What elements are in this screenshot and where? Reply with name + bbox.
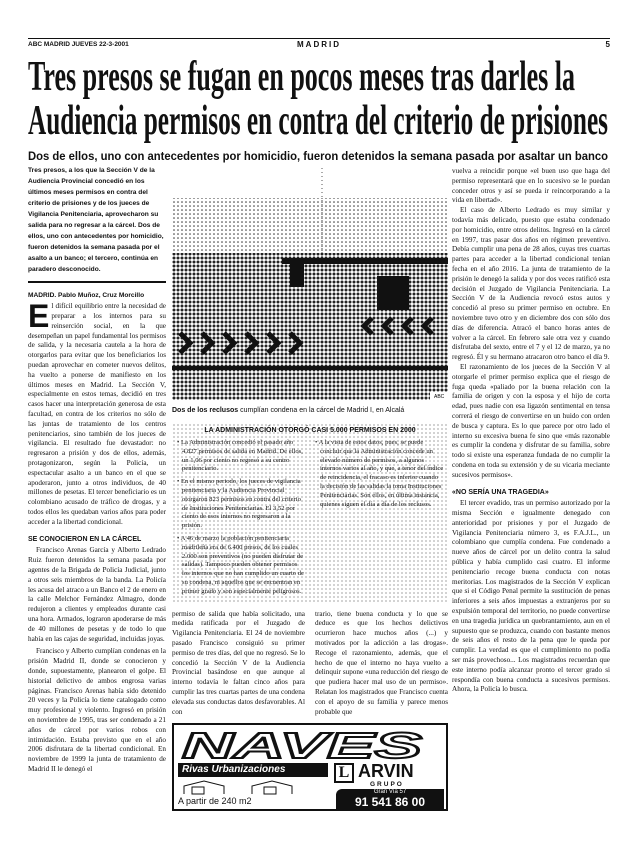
sidebar-box [172, 423, 448, 604]
ad-contact [336, 789, 444, 809]
middle-columns [172, 610, 448, 718]
ad-address: Gran Vía 57 [373, 789, 407, 796]
subheadline [28, 148, 610, 163]
ad-brand: NAVES [182, 725, 422, 764]
paragraph: permiso de salida que había solicitado, una medida ratificada por el Juzgado de Vigilancia Penitenciaria. El 24 de noviembre pasado Francisco consiguió su primer permiso de tres días, del que no regresó. Se lo concedió la Sección V de la Audiencia Provincial basándose en que aunque al interno todavía le faltan cinco años para cumplir las tres cuartas partes de una condena elevada sus conductas datos desfavorables. Al con [172, 609, 305, 716]
ad-tagline: Rivas Urbanizaciones [178, 763, 328, 777]
center-block [172, 168, 448, 811]
photo-caption [172, 406, 448, 415]
box-item: • A 46 de marzo la población penitenciaria madrileña era de 6.400 presos, de los cuales 2.000 son preventivos (no pueden disfrutar de salidas). Tampoco pueden obtener permisos los internos que no han cumplido un cuarto de su condena, ni aquellos que se encuentran en primer grado y son especialmente peligrosos. [177, 534, 304, 595]
drop-cap: E [28, 298, 50, 335]
divider [28, 281, 166, 283]
section-name: MADRID [297, 40, 341, 49]
paragraph: vuelva a reincidir porque «el buen uso que haga del permiso representará que en lo sucesivo se le puedan conceder otros y así se pueda ir reincorporando a la vida en libertad». [452, 167, 610, 205]
paragraph: Francisco Arenas García y Alberto Ledrado Ruiz fueron detenidos la semana pasada por agentes de la Brigada de Policía Judicial, junto a otros seis miembros de la banda. La Policía les acusa del atraco a un Banco el 2 de enero en la calle Melchor Fernández Almagro, donde redujeron a clientes y empleados durante casi una hora. Armados, lograron apoderarse de más de 40 millones de pesetas y de todo lo que había en las cajas de seguridad, incluidas joyas. [28, 546, 166, 643]
paragraph: El tercer evadido, tras un permiso autorizado por la misma Sección e igualmente denegado con anterioridad por prisiones y por el Juzgado de Vigilancia Penitenciaria número 3, es F.A.J.L., un colombiano que cumplía condena. Fue condenado a nueve años de cárcel por un delito contra la salud pública y había cumplido casi cuatro. El informe penitenciario recoge buena conducta con notas meritorias. Los magistrados de la Sección V explican que si el Código Penal permite la sustitución de penas inferiores a seis años impuestas a extranjeros por su expulsión temporal del territorio, no puede convertirse en una tragedia jurídica un quebrantamiento, aun en el supuesto que se produzca, cuando con bastante menos de seis años el resto de la pena que le queda por cumplir. La verdad es que el cumplimiento no podía ser más provechoso... Los magistrados recuerdan que este interno podía alcanzar pronto el tercer grado si respondía con buena conducta a sucesivos permisos. Ahora, la Policía lo busca. [452, 499, 610, 694]
box-item: • En el mismo periodo, los jueces de vigilancia penitenciaria y la Audiencia Provincial otorgaron 823 permisos en contra del criterio de Instituciones Penitenciarias. El 3,52 por ciento de esos internos no regresaron a la prisión. [177, 478, 301, 530]
ad-phone: 91 541 86 00 [354, 795, 426, 810]
ad-group: GRUPO [370, 781, 404, 789]
paragraph: El razonamiento de los jueces de la Sección V al otorgarle el primer permiso explica que el riesgo de fuga queda «paliado por la buena relación con la familia de origen y con la esposa y el hijo de corta edad, pues nadie con esa ligazón sentimental en tensa correrá el riesgo de convertirse en un huido con orden de busca y captura. Es lo que parece por otro lado el interno su excesiva buena fe sino que «más razonable es cumplir la condena y disfrutar de su familia, sobre todo si existe una esperanza fundada de no cumplir la condena en toda su extensión y de su vicaria meciante sucesivos permisos». [452, 362, 610, 479]
section-subhead: SE CONOCIERON EN LA CÁRCEL [28, 535, 142, 543]
arvin-logo-icon: L [334, 763, 354, 783]
article-column-4 [452, 167, 610, 695]
prison-photo-image [172, 168, 448, 400]
page-number: 5 [605, 40, 610, 49]
photo-prison [172, 168, 448, 400]
lede: Tres presos, a los que la Sección V de la Audiencia Provincial concedió en los últimos meses permisos en contra del criterio de prisiones y de los jueces de Vigilancia Penitenciaria, aprovecharon su salida para no regresar a la cárcel. Dos de ellos, uno con antecedentes por homicidio, fueron detenidos la semana pasada por el asalto a un banco; el tercero, continúa en paradero desconocido. [28, 167, 164, 273]
article-column-3 [315, 610, 448, 718]
paragraph: Francisco y Alberto cumplían condenas en la prisión Madrid II, donde se conocieron y donde, supuestamente, planearon el golpe. El historial delictivo de ambos engrosa varias páginas. Francisco Arenas había sido detenido 20 veces y la Policía lo tiene catalogado como muy profesional y violento. Ingresó en prisión en noviembre de 1995, tras ser condenado a 21 años de cárcel por varios robos con intimidación. Estaba previsto que en el año 2006 disfrutara de la libertad condicional. En noviembre de 1999 la junta de tratamiento de Madrid II le denegó el [28, 647, 166, 773]
warehouse-icon [182, 779, 322, 795]
advertisement[interactable] [172, 723, 448, 811]
box-item: • A la vista de estos datos, pues, se puede concluir que la Administración concede un elevado número de permisos, a algunos internos varios al año, y que, a tenor del índice de reincidencia, el fracaso es inferior cuando la decisión de las salidas la toma Instituciones Penitenciarias. Son ellos, en última instancia, quienes siguen el día a día de los reclusos. [315, 439, 444, 508]
ad-company: ARVIN [358, 761, 414, 782]
edition-date: ABC MADRID JUEVES 22-3-2001 [28, 41, 129, 48]
ad-brand-logo [180, 725, 430, 763]
photo-credit: ABC [434, 394, 445, 400]
byline: MADRID. Pablo Muñoz, Cruz Morcillo [28, 291, 145, 299]
paragraph: l difícil equilibrio entre la necesidad de preparar a los internos para su reinserción social, en la que desempeñan un papel fundamental los permisos de salida, y la necesaria cautela a la hora de otorgarlos para evitar que los beneficiarios los puedan aprovechar en cometer nuevos delitos, ha vuelto a ponerse de manifiesto en los últimos meses en Madrid. La Sección V, especialmente en estos temas, decidió en tres casos hacer una interpretación generosa de esta facultad, en contra de los criterios no sólo de las juntas de tratamiento de los centros penitenciarios, sino también de los jueces de vigilancia. El resultado fue devastador: no regresaron a prisión y dos de ellos, además, protagonizaron, según la Policía, un espectacular asalto a un banco en el que se apoderaron, junto a otros individuos, de 40 millones de pesetas. El tercer beneficiario es un colombiano acusado de tráfico de drogas, y a todos ellos les quedaban varios años para poder acceder a la libertad condicional. [28, 302, 166, 526]
section-subhead: «NO SERÍA UNA TRAGEDIA» [452, 488, 549, 496]
headline-line-1: Tres presos se fugan en pocos meses tras darles la [28, 54, 575, 100]
box-item: • La Administración concedió el pasado año 4.827 permisos de salida en Madrid. De ellos, un 1,06 por ciento no regresó a su centro penitenciario. [177, 439, 303, 473]
caption-lead: Dos de los reclusos [172, 407, 239, 414]
article-column-1 [28, 165, 166, 775]
headline [28, 52, 610, 144]
article-column-2 [172, 610, 305, 718]
subheadline-text: Dos de ellos, uno con antecedentes por homicidio, fueron detenidos la semana pasada por asaltar un banco [28, 149, 608, 163]
paragraph: El caso de Alberto Ledrado es muy similar y todavía más delicado, puesto que estaba condenado por homicidio, entre otros delitos. Ingresó en la cárcel en 1997, tras pasar dos años en régimen preventivo. Debía cumplir una pena de 28 años, cuyas tres cuartas partes para acceder a la libertad condicional tenían fecha en el año 2016. La junta de tratamiento de la prisión le denegó la salida y por dos veces ratificó esta decisión el Juzgado de Vigilancia Penitenciaria. La Sección V de la Audiencia revocó estos autos y concedió al preso su primer permiso en octubre. En noviembre tuvo otro y en diciembre dos con sólo dos días de diferencia. Atracó el banco horas antes de volver a la cárcel. En febrero sale otra vez y cuando disfrutaba del sexto, entre el 7 y el 12 de marzo, ya no regresó. Él y su hermano atracaron otro banco el día 9. [452, 206, 610, 362]
ad-size: A partir de 240 m2 [178, 796, 252, 807]
box-title: LA ADMINISTRACIÓN OTORGÓ CASI 5.000 PERMISOS EN 2000 [204, 427, 416, 434]
page-header [28, 38, 610, 49]
caption-text: cumplían condena en la cárcel de Madrid I, en Alcalá [240, 407, 405, 414]
headline-line-2: Audiencia permisos en contra del criterio de prisiones [28, 98, 608, 144]
paragraph: trario, tiene buena conducta y lo que se deduce es que los hechos delictivos ocurrieron hace muchos años (...) y motivados por la adicción a las drogas». Recoge el razonamiento, además, que el hecho de que el interno no haya vuelto a delinquir supone «una reducción del riesgo de que pudiera hacer mal uso de un permiso». Relatan los magistrados que Francisco cuenta con el apoyo de su familia y parece menos probable que [315, 609, 448, 716]
